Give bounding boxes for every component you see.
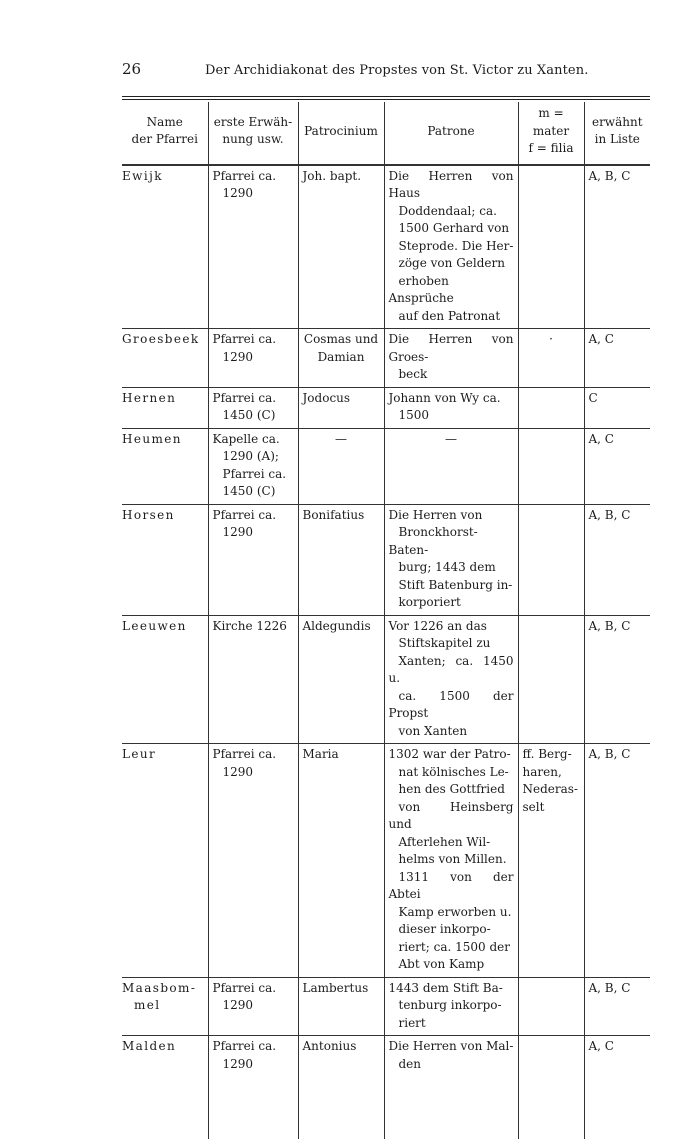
cell-liste — [584, 615, 650, 744]
cell-patrocinium — [298, 615, 384, 744]
cell-line: Johann von Wy ca. — [389, 391, 501, 405]
cell-line: dieser inkorpo- — [389, 922, 491, 936]
cell-line: 1500 Gerhard von — [389, 221, 510, 235]
cell-line: Afterlehen Wil- — [389, 835, 491, 849]
cell-line: A, C — [589, 332, 614, 346]
cell-line: Kapelle ca. — [213, 432, 280, 446]
cell-line: mel — [122, 998, 161, 1012]
cell-line: Bronckhorst-Baten- — [389, 525, 478, 557]
cell-line: Pfarrei ca. — [213, 169, 277, 183]
cell-patrone — [384, 744, 518, 978]
cell-first-mention — [208, 744, 298, 978]
column-header-line: Name — [147, 115, 183, 129]
cell-patrone — [384, 165, 518, 329]
cell-mater-filia — [518, 744, 584, 978]
parish-table — [122, 102, 650, 1139]
cell-patrocinium — [298, 428, 384, 504]
cell-line: Pfarrei ca. — [213, 1039, 277, 1053]
cell-liste — [584, 744, 650, 978]
cell-liste — [584, 977, 650, 1036]
cell-line: selt — [523, 800, 545, 814]
cell-patrone — [384, 329, 518, 388]
cell-line: Steprode. Die Her- — [389, 239, 514, 253]
cell-first-mention — [208, 1036, 298, 1139]
cell-line: Maasbom- — [122, 981, 196, 995]
cell-line: Nederas- — [523, 782, 579, 796]
cell-line: erhoben Ansprüche — [389, 274, 454, 306]
cell-line: — — [445, 432, 457, 446]
cell-patrone — [384, 387, 518, 428]
cell-liste — [584, 1036, 650, 1139]
column-header-first-mention — [208, 102, 298, 165]
cell-line: burg; 1443 dem — [389, 560, 496, 574]
cell-first-mention — [208, 428, 298, 504]
cell-liste — [584, 387, 650, 428]
cell-line: hen des Gottfried — [389, 782, 505, 796]
table-row — [122, 329, 650, 388]
cell-line: Kirche 1226 — [213, 619, 287, 633]
cell-patrocinium — [298, 977, 384, 1036]
cell-line: 1302 war der Patro- — [389, 747, 511, 761]
cell-line: ff. Berg- — [523, 747, 572, 761]
cell-liste — [584, 329, 650, 388]
cell-patrocinium — [298, 1036, 384, 1139]
cell-line: Stiftskapitel zu — [389, 636, 491, 650]
cell-parish-name — [122, 1036, 208, 1139]
cell-line: beck — [389, 367, 428, 381]
column-header-line: Patrocinium — [304, 124, 378, 138]
cell-line: Bonifatius — [303, 508, 365, 522]
column-header-line: m = mater — [533, 106, 569, 138]
cell-parish-name — [122, 615, 208, 744]
cell-line: Leeuwen — [122, 619, 187, 633]
table-row — [122, 428, 650, 504]
cell-first-mention — [208, 977, 298, 1036]
cell-line: Groesbeek — [122, 332, 200, 346]
cell-patrone — [384, 1036, 518, 1139]
cell-line: Ewijk — [122, 169, 163, 183]
cell-line: Malden — [122, 1039, 176, 1053]
cell-line: Pfarrei ca. — [213, 391, 277, 405]
cell-line: Die Herren von Mal- — [389, 1039, 514, 1053]
cell-mater-filia — [518, 977, 584, 1036]
cell-first-mention — [208, 504, 298, 615]
cell-patrone — [384, 977, 518, 1036]
cell-liste — [584, 165, 650, 329]
cell-first-mention — [208, 387, 298, 428]
cell-line: helms von Millen. — [389, 852, 507, 866]
cell-line: A, B, C — [589, 747, 631, 761]
cell-line: A, B, C — [589, 508, 631, 522]
cell-line: haren, — [523, 765, 562, 779]
table-row — [122, 977, 650, 1036]
cell-mater-filia — [518, 428, 584, 504]
cell-line: Hernen — [122, 391, 176, 405]
cell-parish-name — [122, 165, 208, 329]
column-header-line: Patrone — [427, 124, 474, 138]
cell-mater-filia — [518, 387, 584, 428]
cell-line: Die Herren von Haus — [389, 169, 514, 201]
cell-line: A, C — [589, 1039, 614, 1053]
cell-line: nat kölnisches Le- — [389, 765, 509, 779]
cell-line: Pfarrei ca. — [213, 981, 277, 995]
cell-first-mention — [208, 615, 298, 744]
cell-line: Pfarrei ca. — [213, 467, 287, 481]
cell-line: A, B, C — [589, 981, 631, 995]
cell-patrocinium — [298, 329, 384, 388]
cell-line: Lambertus — [303, 981, 369, 995]
cell-line: Kamp erworben u. — [389, 905, 512, 919]
running-title: Der Archidiakonat des Propstes von St. Victor zu Xanten. — [205, 63, 588, 78]
cell-patrocinium — [298, 387, 384, 428]
header-rule-thin — [122, 99, 650, 100]
table-header-row — [122, 102, 650, 165]
cell-parish-name — [122, 977, 208, 1036]
cell-first-mention — [208, 329, 298, 388]
cell-line: Cosmas und — [304, 332, 378, 346]
cell-line: Die Herren von Groes- — [389, 332, 514, 364]
cell-patrone — [384, 615, 518, 744]
cell-line: 1290 — [213, 525, 254, 539]
table-row — [122, 744, 650, 978]
cell-patrone — [384, 504, 518, 615]
cell-line: 1290 — [213, 350, 254, 364]
cell-parish-name — [122, 387, 208, 428]
cell-mater-filia — [518, 329, 584, 388]
cell-line: Stift Batenburg in- — [389, 578, 513, 592]
cell-line: · — [549, 332, 553, 346]
cell-line: Maria — [303, 747, 339, 761]
cell-mater-filia — [518, 1036, 584, 1139]
cell-patrocinium — [298, 504, 384, 615]
cell-line: Pfarrei ca. — [213, 508, 277, 522]
column-header-patrocinium — [298, 102, 384, 165]
table-row — [122, 387, 650, 428]
cell-liste — [584, 504, 650, 615]
cell-line: 1290 — [213, 998, 254, 1012]
cell-line: von Heinsberg und — [389, 800, 514, 832]
cell-line: 1311 von der Abtei — [389, 870, 514, 902]
cell-line: — — [335, 432, 347, 446]
cell-line: 1290 — [213, 186, 254, 200]
cell-line: Vor 1226 an das — [389, 619, 487, 633]
cell-line: Abt von Kamp — [389, 957, 485, 971]
cell-line: Doddendaal; ca. — [389, 204, 497, 218]
cell-line: Heumen — [122, 432, 182, 446]
cell-line: Antonius — [303, 1039, 357, 1053]
cell-line: Leur — [122, 747, 156, 761]
column-header-line: f = filia — [529, 141, 574, 155]
cell-line: 1290 (A); — [213, 449, 279, 463]
header-rule — [122, 96, 650, 97]
cell-line: Pfarrei ca. — [213, 747, 277, 761]
cell-parish-name — [122, 329, 208, 388]
cell-line: Pfarrei ca. — [213, 332, 277, 346]
cell-patrocinium — [298, 165, 384, 329]
cell-line: C — [589, 391, 598, 405]
cell-line: A, B, C — [589, 619, 631, 633]
cell-mater-filia — [518, 615, 584, 744]
cell-line: 1450 (C) — [213, 408, 276, 422]
table-row — [122, 1036, 650, 1139]
cell-line: Aldegundis — [303, 619, 371, 633]
table-row — [122, 165, 650, 329]
column-header-line: der Pfarrei — [132, 132, 198, 146]
cell-line: den — [389, 1057, 422, 1071]
cell-liste — [584, 428, 650, 504]
cell-line: zöge von Geldern — [389, 256, 505, 270]
cell-parish-name — [122, 428, 208, 504]
cell-line: Joh. bapt. — [303, 169, 362, 183]
cell-line: 1500 — [389, 408, 430, 422]
table-body — [122, 165, 650, 1139]
cell-line: Damian — [318, 350, 365, 364]
cell-patrone — [384, 428, 518, 504]
cell-line: ca. 1500 der Propst — [389, 689, 514, 721]
cell-line: 1443 dem Stift Ba- — [389, 981, 503, 995]
cell-line: Xanten; ca. 1450 u. — [389, 654, 514, 686]
column-header-line: erwähnt — [592, 115, 643, 129]
table-row — [122, 504, 650, 615]
cell-line: A, C — [589, 432, 614, 446]
cell-line: 1290 — [213, 1057, 254, 1071]
cell-line: von Xanten — [389, 724, 468, 738]
cell-line: tenburg inkorpo- — [389, 998, 502, 1012]
cell-line: Jodocus — [303, 391, 351, 405]
cell-first-mention — [208, 165, 298, 329]
page-number: 26 — [122, 60, 141, 78]
cell-mater-filia — [518, 504, 584, 615]
cell-parish-name — [122, 744, 208, 978]
cell-line: auf den Patronat — [389, 309, 501, 323]
cell-parish-name — [122, 504, 208, 615]
column-header-line: in Liste — [595, 132, 640, 146]
cell-line: korporiert — [389, 595, 461, 609]
cell-line: Die Herren von — [389, 508, 483, 522]
column-header-line: erste Erwäh- — [214, 115, 292, 129]
cell-mater-filia — [518, 165, 584, 329]
cell-line: 1450 (C) — [213, 484, 276, 498]
cell-patrocinium — [298, 744, 384, 978]
column-header-line: nung usw. — [222, 132, 283, 146]
table-row — [122, 615, 650, 744]
column-header-name — [122, 102, 208, 165]
column-header-patrone — [384, 102, 518, 165]
column-header-mater-filia — [518, 102, 584, 165]
cell-line: A, B, C — [589, 169, 631, 183]
cell-line: riert; ca. 1500 der — [389, 940, 510, 954]
cell-line: riert — [389, 1016, 426, 1030]
column-header-liste — [584, 102, 650, 165]
cell-line: 1290 — [213, 765, 254, 779]
cell-line: Horsen — [122, 508, 175, 522]
